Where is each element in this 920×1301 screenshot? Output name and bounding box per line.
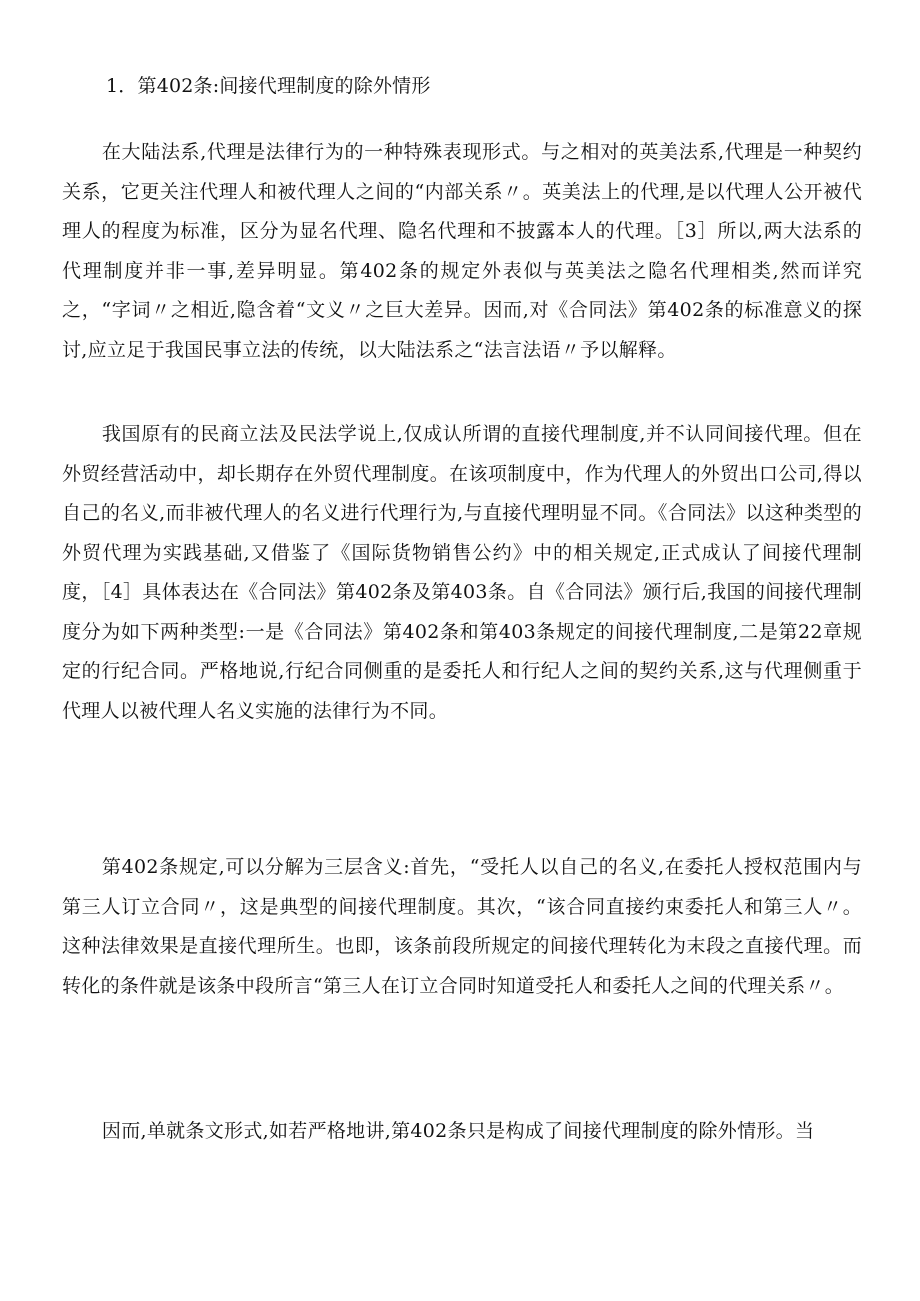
- paragraph-3: 第402条规定,可以分解为三层含义:首先，“受托人以自己的名义,在委托人授权范围内与第三人订立合同〃，这是典型的间接代理制度。其次，“该合同直接约束委托人和第三人〃。这种法律效果是直接代理所生。也即，该条前段所规定的间接代理转化为末段之直接代理。而转化的条件就是该条中段所言“第三人在订立合同时知道受托人和委托人之间的代理关系〃。: [62, 856, 862, 997]
- section-heading: 1．第402条:间接代理制度的除外情形: [106, 75, 431, 97]
- paragraph-4: 因而,单就条文形式,如若严格地讲,第402条只是构成了间接代理制度的除外情形。当: [101, 1120, 815, 1142]
- paragraph-2: 我国原有的民商立法及民法学说上,仅成认所谓的直接代理制度,并不认同间接代理。但在外贸经营活动中，却长期存在外贸代理制度。在该项制度中，作为代理人的外贸出口公司,得以自己的名义,而非被代理人的名义进行代理行为,与直接代理明显不同。《合同法》以这种类型的外贸代理为实践基础,又借鉴了《国际货物销售公约》中的相关规定,正式成认了间接代理制度，［4］具体表达在《合同法》第402条及第403条。自《合同法》颁行后,我国的间接代理制度分为如下两种类型:一是《合同法》第402条和第403条规定的间接代理制度,二是第22章规定的行纪合同。严格地说,行纪合同侧重的是委托人和行纪人之间的契约关系,这与代理侧重于代理人以被代理人名义实施的法律行为不同。: [62, 423, 862, 722]
- paragraph-1: 在大陆法系,代理是法律行为的一种特殊表现形式。与之相对的英美法系,代理是一种契约关系，它更关注代理人和被代理人之间的“内部关系〃。英美法上的代理,是以代理人公开被代理人的程度为标准，区分为显名代理、隐名代理和不披露本人的代理。［3］所以,两大法系的代理制度并非一事,差异明显。第402条的规定外表似与英美法之隐名代理相类,然而详究之，“字词〃之相近,隐含着“文义〃之巨大差异。因而,对《合同法》第402条的标准意义的探讨,应立足于我国民事立法的传统，以大陆法系之“法言法语〃予以解释。: [62, 141, 862, 361]
- document-page: [62, 0, 862, 1301]
